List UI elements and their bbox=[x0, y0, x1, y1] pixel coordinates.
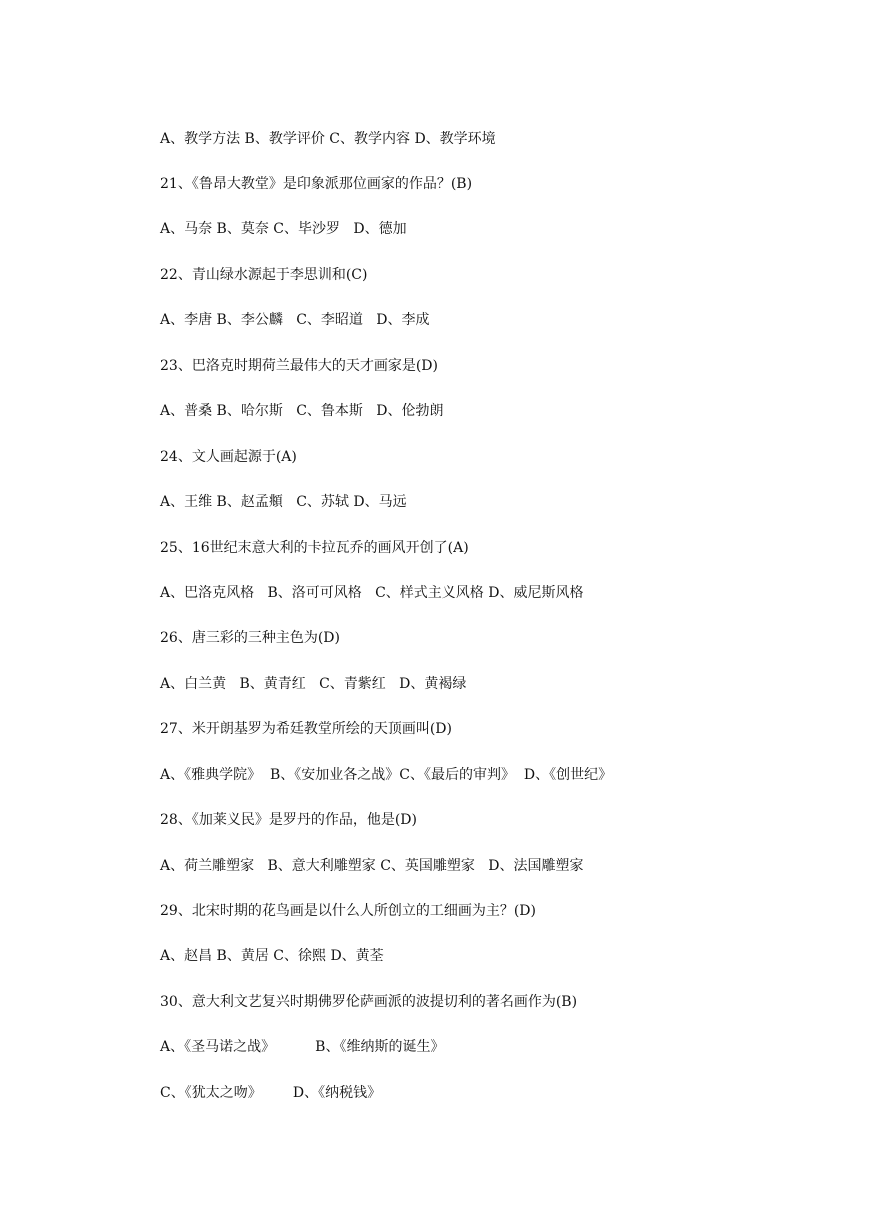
question-24: 24、文人画起源于(A) bbox=[160, 449, 297, 465]
answer-options-30-row2: C、《犹太之吻》 D、《纳税钱》 bbox=[160, 1085, 382, 1101]
question-28: 28、《加莱义民》是罗丹的作品，他是(D) bbox=[160, 812, 417, 828]
answer-options-28: A、荷兰雕塑家 B、意大利雕塑家 C、英国雕塑家 D、法国雕塑家 bbox=[160, 858, 584, 874]
answer-options-29: A、赵昌 B、黄居 C、徐熙 D、黄荃 bbox=[160, 948, 384, 964]
question-27: 27、米开朗基罗为希廷教堂所绘的天顶画叫(D) bbox=[160, 721, 452, 737]
answer-options-22: A、李唐 B、李公麟 C、李昭道 D、李成 bbox=[160, 312, 430, 328]
answer-options-25: A、巴洛克风格 B、洛可可风格 C、样式主义风格 D、威尼斯风格 bbox=[160, 585, 584, 601]
answer-options-26: A、白兰黄 B、黄青红 C、青紫红 D、黄褐绿 bbox=[160, 676, 467, 692]
answer-options-20: A、教学方法 B、教学评价 C、教学内容 D、教学环境 bbox=[160, 131, 496, 147]
question-21: 21、《鲁昂大教堂》是印象派那位画家的作品？(B) bbox=[160, 176, 473, 192]
answer-options-21: A、马奈 B、莫奈 C、毕沙罗 D、德加 bbox=[160, 221, 407, 237]
question-30: 30、意大利文艺复兴时期佛罗伦萨画派的波提切利的著名画作为(B) bbox=[160, 994, 578, 1010]
answer-options-30-row1: A、《圣马诺之战》 B、《维纳斯的诞生》 bbox=[160, 1039, 445, 1055]
question-25: 25、16世纪末意大利的卡拉瓦乔的画风开创了(A) bbox=[160, 540, 469, 556]
question-22: 22、青山绿水源起于李思训和(C) bbox=[160, 267, 368, 283]
question-29: 29、北宋时期的花鸟画是以什么人所创立的工细画为主？(D) bbox=[160, 903, 536, 919]
question-23: 23、巴洛克时期荷兰最伟大的天才画家是(D) bbox=[160, 358, 438, 374]
answer-options-24: A、王维 B、赵孟頫 C、苏轼 D、马远 bbox=[160, 494, 407, 510]
answer-options-27: A、《雅典学院》 B、《安加业各之战》C、《最后的审判》 D、《创世纪》 bbox=[160, 767, 613, 783]
answer-options-23: A、普桑 B、哈尔斯 C、鲁本斯 D、伦勃朗 bbox=[160, 403, 444, 419]
question-26: 26、唐三彩的三种主色为(D) bbox=[160, 630, 340, 646]
